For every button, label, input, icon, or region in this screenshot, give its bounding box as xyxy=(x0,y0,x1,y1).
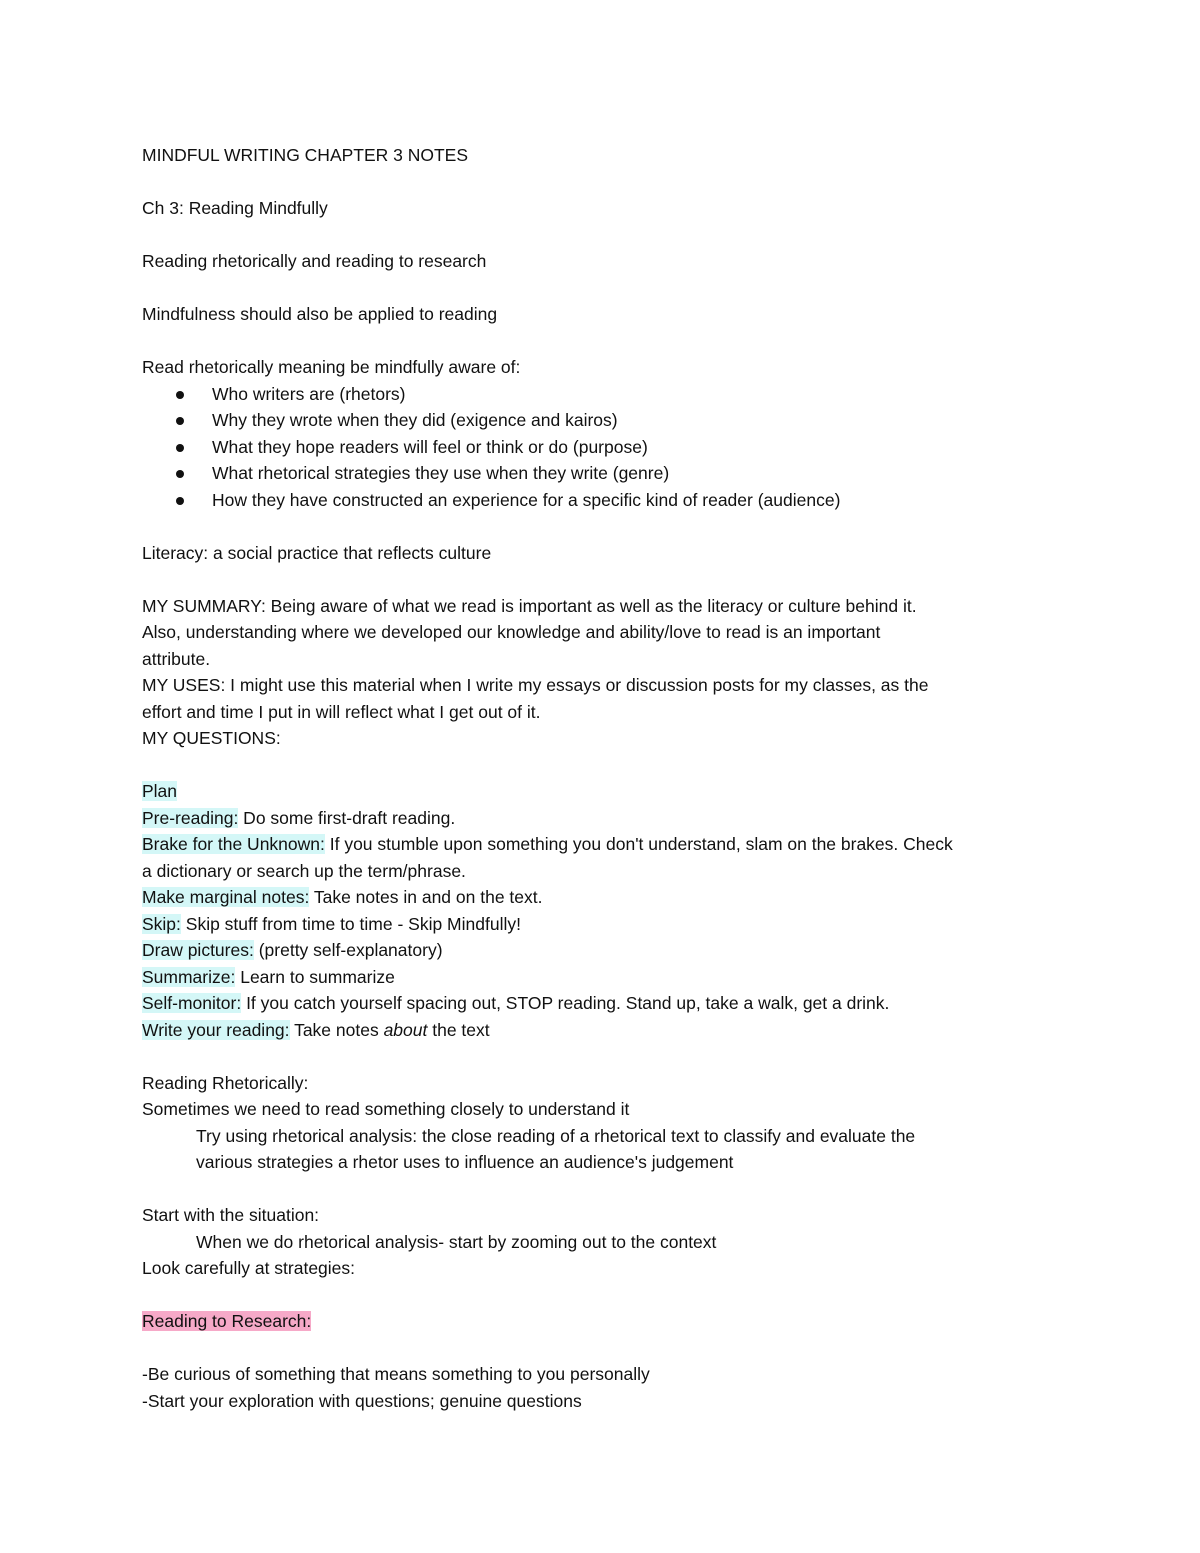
plan-heading: Plan xyxy=(142,781,178,801)
reading-rhetorically-line: Sometimes we need to read something closely to understand it xyxy=(142,1099,630,1119)
plan-item: Write your reading: Take notes about the text xyxy=(142,1019,490,1040)
plan-item-label: Make marginal notes: xyxy=(142,887,310,907)
plan-item: Summarize: Learn to summarize xyxy=(142,966,395,987)
plan-item-label: Summarize: xyxy=(142,966,236,987)
bullet-item: What they hope readers will feel or think or do (purpose) xyxy=(142,434,1072,461)
mindfulness-line: Mindfulness should also be applied to reading xyxy=(142,304,498,324)
plan-item-label: Skip: xyxy=(142,913,181,934)
bullet-dot-icon xyxy=(176,444,184,452)
bullet-item: What rhetorical strategies they use when they write (genre) xyxy=(142,460,1072,487)
rhetorical-analysis-line: various strategies a rhetor uses to influence an audience's judgement xyxy=(196,1152,734,1172)
research-line: -Be curious of something that means something to you personally xyxy=(142,1364,650,1384)
awareness-bullet-list xyxy=(142,381,1072,514)
chapter-heading: Ch 3: Reading Mindfully xyxy=(142,198,328,218)
bullet-dot-icon xyxy=(176,470,184,478)
plan-item: Draw pictures: (pretty self-explanatory) xyxy=(142,940,443,960)
plan-item: Make marginal notes: Take notes in and on the text. xyxy=(142,887,543,907)
bullet-dot-icon xyxy=(176,417,184,425)
bullet-dot-icon xyxy=(176,391,184,399)
plan-item-label: Write your reading: xyxy=(142,1019,290,1040)
plan-item-label: Draw pictures: xyxy=(142,940,254,960)
bullet-item: Why they wrote when they did (exigence and kairos) xyxy=(142,407,1072,434)
strategies-line: Look carefully at strategies: xyxy=(142,1258,356,1278)
plan-item-continuation: a dictionary or search up the term/phrase. xyxy=(142,860,466,881)
bullet-dot-icon xyxy=(176,497,184,505)
rhetorical-analysis-line: Try using rhetorical analysis: the close reading of a rhetorical text to classify and evaluate the xyxy=(196,1125,916,1146)
bullet-item: How they have constructed an experience for a specific kind of reader (audience) xyxy=(142,487,1072,514)
plan-item-label: Self-monitor: xyxy=(142,993,242,1013)
plan-item-label: Pre-reading: xyxy=(142,807,239,828)
situation-line: When we do rhetorical analysis- start by zooming out to the context xyxy=(196,1231,717,1252)
summary-line: attribute. xyxy=(142,648,211,669)
summary-line: MY SUMMARY: Being aware of what we read is important as well as the literacy or culture behind it. xyxy=(142,595,917,616)
reading-rhetorically-research-line: Reading rhetorically and reading to research xyxy=(142,251,487,271)
summary-line: Also, understanding where we developed our knowledge and ability/love to read is an important xyxy=(142,622,881,642)
plan-item: Self-monitor: If you catch yourself spacing out, STOP reading. Stand up, take a walk, get a drink. xyxy=(142,993,890,1013)
read-rhetorically-intro: Read rhetorically meaning be mindfully aware of: xyxy=(142,357,521,377)
document-title: MINDFUL WRITING CHAPTER 3 NOTES xyxy=(142,145,469,165)
reading-rhetorically-heading: Reading Rhetorically: xyxy=(142,1072,309,1093)
plan-item: Skip: Skip stuff from time to time - Skip Mindfully! xyxy=(142,913,521,934)
plan-item-label: Brake for the Unknown: xyxy=(142,834,325,854)
literacy-definition: Literacy: a social practice that reflects culture xyxy=(142,542,492,563)
questions-line: MY QUESTIONS: xyxy=(142,728,281,748)
plan-item: Pre-reading: Do some first-draft reading. xyxy=(142,807,456,828)
research-line: -Start your exploration with questions; genuine questions xyxy=(142,1390,582,1411)
plan-item: Brake for the Unknown: If you stumble upon something you don't understand, slam on the brakes. Check xyxy=(142,834,953,854)
document-page xyxy=(142,142,1072,1414)
research-heading: Reading to Research: xyxy=(142,1311,312,1331)
bullet-item: Who writers are (rhetors) xyxy=(142,381,1072,408)
uses-line: MY USES: I might use this material when I write my essays or discussion posts for my classes, as the xyxy=(142,675,929,695)
situation-heading: Start with the situation: xyxy=(142,1205,320,1225)
uses-line: effort and time I put in will reflect what I get out of it. xyxy=(142,701,541,722)
